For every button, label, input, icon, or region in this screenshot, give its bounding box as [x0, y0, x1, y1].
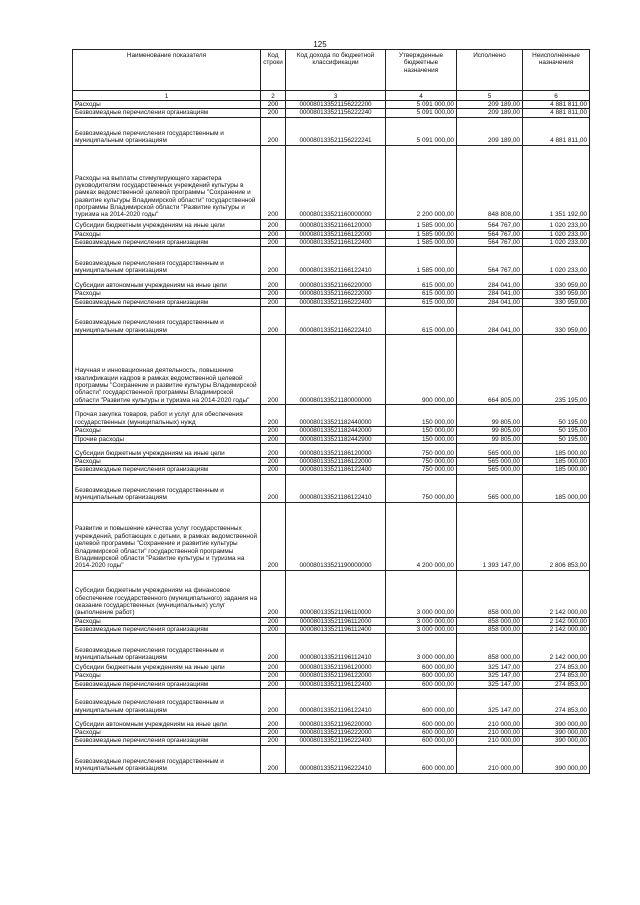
table-row — [73, 109, 590, 117]
row-remaining: 330 959,00 — [523, 275, 590, 290]
row-approved: 3 000 000,00 — [386, 625, 457, 633]
row-remaining: 4 881 811,00 — [523, 117, 590, 145]
table-row — [73, 715, 590, 729]
row-remaining: 390 000,00 — [523, 729, 590, 737]
row-remaining: 50 195,00 — [523, 427, 590, 435]
row-approved: 615 000,00 — [386, 307, 457, 335]
table-row — [73, 427, 590, 435]
row-line-code: 200 — [261, 502, 286, 570]
row-remaining: 2 142 000,00 — [523, 634, 590, 662]
row-executed: 858 000,00 — [457, 625, 523, 633]
row-revenue-code: 000080133521166122000 — [286, 230, 386, 238]
table-row — [73, 443, 590, 457]
row-approved: 600 000,00 — [386, 662, 457, 672]
row-line-code: 200 — [261, 405, 286, 427]
table-row — [73, 745, 590, 773]
row-name: Безвозмездные перечисления организациям — [73, 625, 261, 633]
table-row — [73, 101, 590, 109]
row-name: Субсидии бюджетным учреждениям на иные цели — [73, 219, 261, 230]
row-remaining: 390 000,00 — [523, 737, 590, 745]
row-approved: 615 000,00 — [386, 298, 457, 306]
row-executed: 284 041,00 — [457, 275, 523, 290]
header-approved: Утвержденные бюджетные назначения — [386, 50, 457, 91]
row-name: Расходы — [73, 290, 261, 298]
row-approved: 150 000,00 — [386, 435, 457, 443]
row-line-code: 200 — [261, 474, 286, 502]
table-row — [73, 405, 590, 427]
row-line-code: 200 — [261, 290, 286, 298]
row-remaining: 390 000,00 — [523, 745, 590, 773]
table-row — [73, 275, 590, 290]
table-row — [73, 230, 590, 238]
table-row — [73, 335, 590, 405]
row-line-code: 200 — [261, 247, 286, 275]
row-remaining: 330 959,00 — [523, 298, 590, 306]
row-line-code: 200 — [261, 443, 286, 457]
row-revenue-code: 000080133521186120000 — [286, 443, 386, 457]
row-approved: 1 585 000,00 — [386, 247, 457, 275]
row-revenue-code: 000080133521156222240 — [286, 109, 386, 117]
row-name: Расходы — [73, 230, 261, 238]
row-revenue-code: 000080133521196120000 — [286, 662, 386, 672]
row-revenue-code: 000080133521196122400 — [286, 680, 386, 688]
row-remaining: 185 000,00 — [523, 457, 590, 465]
table-row — [73, 239, 590, 247]
table-row — [73, 502, 590, 570]
row-approved: 900 000,00 — [386, 335, 457, 405]
table-row — [73, 435, 590, 443]
row-revenue-code: 000080133521180000000 — [286, 335, 386, 405]
table-row — [73, 680, 590, 688]
row-approved: 750 000,00 — [386, 474, 457, 502]
row-executed: 210 000,00 — [457, 729, 523, 737]
row-line-code: 200 — [261, 689, 286, 715]
row-approved: 600 000,00 — [386, 680, 457, 688]
row-executed: 209 189,00 — [457, 109, 523, 117]
row-remaining: 1 020 233,00 — [523, 230, 590, 238]
row-line-code: 200 — [261, 435, 286, 443]
row-approved: 750 000,00 — [386, 443, 457, 457]
row-line-code: 200 — [261, 634, 286, 662]
row-approved: 150 000,00 — [386, 405, 457, 427]
row-line-code: 200 — [261, 101, 286, 109]
row-revenue-code: 000080133521166120000 — [286, 219, 386, 230]
row-executed: 209 189,00 — [457, 117, 523, 145]
row-name: Безвозмездные перечисления организациям — [73, 109, 261, 117]
row-revenue-code: 000080133521186122400 — [286, 466, 386, 474]
row-approved: 600 000,00 — [386, 689, 457, 715]
column-number: 3 — [286, 91, 386, 101]
row-name: Расходы — [73, 101, 261, 109]
row-remaining: 274 853,00 — [523, 672, 590, 680]
table-row — [73, 689, 590, 715]
row-revenue-code: 000080133521196110000 — [286, 570, 386, 617]
table-row — [73, 466, 590, 474]
row-line-code: 200 — [261, 230, 286, 238]
row-approved: 750 000,00 — [386, 466, 457, 474]
row-executed: 564 767,00 — [457, 219, 523, 230]
row-name: Субсидии автономным учреждениям на иные цели — [73, 275, 261, 290]
row-revenue-code: 000080133521196122410 — [286, 689, 386, 715]
row-line-code: 200 — [261, 737, 286, 745]
row-line-code: 200 — [261, 662, 286, 672]
row-remaining: 185 000,00 — [523, 443, 590, 457]
table-row — [73, 145, 590, 219]
row-remaining: 185 000,00 — [523, 466, 590, 474]
row-line-code: 200 — [261, 307, 286, 335]
table-row — [73, 457, 590, 465]
row-executed: 564 767,00 — [457, 247, 523, 275]
row-executed: 564 767,00 — [457, 239, 523, 247]
column-number: 2 — [261, 91, 286, 101]
row-revenue-code: 000080133521196112410 — [286, 634, 386, 662]
row-remaining: 1 020 233,00 — [523, 219, 590, 230]
table-row — [73, 298, 590, 306]
row-name: Безвозмездные перечисления организациям — [73, 466, 261, 474]
table-row — [73, 634, 590, 662]
header-revenue-code: Код дохода по бюджетной классификации — [286, 50, 386, 91]
row-approved: 600 000,00 — [386, 729, 457, 737]
row-approved: 600 000,00 — [386, 672, 457, 680]
row-executed: 210 000,00 — [457, 737, 523, 745]
row-name: Безвозмездные перечисления организациям — [73, 239, 261, 247]
row-name: Субсидии автономным учреждениям на иные цели — [73, 715, 261, 729]
row-revenue-code: 000080133521196220000 — [286, 715, 386, 729]
row-line-code: 200 — [261, 680, 286, 688]
row-executed: 284 041,00 — [457, 298, 523, 306]
row-revenue-code: 000080133521190000000 — [286, 502, 386, 570]
row-executed: 1 393 147,00 — [457, 502, 523, 570]
row-line-code: 200 — [261, 298, 286, 306]
table-row — [73, 219, 590, 230]
row-revenue-code: 000080133521186122410 — [286, 474, 386, 502]
row-executed: 284 041,00 — [457, 290, 523, 298]
row-name: Субсидии бюджетным учреждениям на иные цели — [73, 662, 261, 672]
header-executed: Исполнено — [457, 50, 523, 91]
row-revenue-code: 000080133521182440000 — [286, 405, 386, 427]
row-executed: 99 805,00 — [457, 435, 523, 443]
row-line-code: 200 — [261, 219, 286, 230]
row-line-code: 200 — [261, 745, 286, 773]
row-line-code: 200 — [261, 617, 286, 625]
row-remaining: 185 000,00 — [523, 474, 590, 502]
row-revenue-code: 000080133521156222241 — [286, 117, 386, 145]
row-executed: 565 000,00 — [457, 474, 523, 502]
row-name: Безвозмездные перечисления организациям — [73, 680, 261, 688]
row-approved: 5 091 000,00 — [386, 109, 457, 117]
table-header-row — [73, 50, 590, 91]
table-row — [73, 662, 590, 672]
row-approved: 5 091 000,00 — [386, 117, 457, 145]
row-approved: 1 585 000,00 — [386, 239, 457, 247]
row-executed: 564 767,00 — [457, 230, 523, 238]
table-row — [73, 474, 590, 502]
row-approved: 615 000,00 — [386, 275, 457, 290]
row-remaining: 235 195,00 — [523, 335, 590, 405]
row-executed: 325 147,00 — [457, 672, 523, 680]
budget-execution-table — [72, 49, 590, 774]
row-name: Расходы на выплаты стимулирующего характера руководителям государственных учреждений культуры в рамках ведомственной целевой программы "Сохранение и развитие культуры Владимирской области" государственной программы Владимирской области "Развитие культуры и туризма на 2014-2020 годы" — [73, 145, 261, 219]
row-line-code: 200 — [261, 457, 286, 465]
row-line-code: 200 — [261, 145, 286, 219]
column-number: 6 — [523, 91, 590, 101]
header-line-code: Код строки — [261, 50, 286, 91]
row-revenue-code: 000080133521182442000 — [286, 427, 386, 435]
row-remaining: 2 142 000,00 — [523, 617, 590, 625]
row-remaining: 1 020 233,00 — [523, 239, 590, 247]
table-row — [73, 737, 590, 745]
row-line-code: 200 — [261, 570, 286, 617]
row-approved: 3 000 000,00 — [386, 634, 457, 662]
row-approved: 1 585 000,00 — [386, 230, 457, 238]
row-revenue-code: 000080133521196222000 — [286, 729, 386, 737]
row-name: Расходы — [73, 672, 261, 680]
row-approved: 600 000,00 — [386, 745, 457, 773]
row-name: Расходы — [73, 427, 261, 435]
row-line-code: 200 — [261, 427, 286, 435]
row-approved: 150 000,00 — [386, 427, 457, 435]
row-line-code: 200 — [261, 109, 286, 117]
row-approved: 4 200 000,00 — [386, 502, 457, 570]
row-name: Безвозмездные перечисления организациям — [73, 737, 261, 745]
row-name: Расходы — [73, 617, 261, 625]
row-executed: 565 000,00 — [457, 466, 523, 474]
row-remaining: 330 959,00 — [523, 290, 590, 298]
row-approved: 600 000,00 — [386, 737, 457, 745]
row-approved: 600 000,00 — [386, 715, 457, 729]
row-line-code: 200 — [261, 275, 286, 290]
row-executed: 99 805,00 — [457, 427, 523, 435]
row-line-code: 200 — [261, 335, 286, 405]
row-line-code: 200 — [261, 715, 286, 729]
row-name: Безвозмездные перечисления государственным и муниципальным организациям — [73, 307, 261, 335]
row-remaining: 2 142 000,00 — [523, 570, 590, 617]
row-remaining: 2 142 000,00 — [523, 625, 590, 633]
row-executed: 858 000,00 — [457, 617, 523, 625]
row-name: Безвозмездные перечисления организациям — [73, 298, 261, 306]
row-remaining: 274 853,00 — [523, 662, 590, 672]
row-revenue-code: 000080133521166222410 — [286, 307, 386, 335]
row-revenue-code: 000080133521196112000 — [286, 617, 386, 625]
row-executed: 848 808,00 — [457, 145, 523, 219]
table-row — [73, 672, 590, 680]
row-line-code: 200 — [261, 239, 286, 247]
row-name: Развитие и повышение качества услуг государственных учреждений, работающих с детьми, в рамках ведомственной целевой программы "Сохранение и развитие культуры Владимирской области" государственной программы Владимирской области "Развитие культуры и туризма на 2014-2020 годы" — [73, 502, 261, 570]
row-remaining: 50 195,00 — [523, 405, 590, 427]
row-approved: 750 000,00 — [386, 457, 457, 465]
row-revenue-code: 000080133521156222200 — [286, 101, 386, 109]
header-indicator-name: Наименование показателя — [73, 50, 261, 91]
column-number: 1 — [73, 91, 261, 101]
row-executed: 858 000,00 — [457, 634, 523, 662]
row-name: Безвозмездные перечисления государственным и муниципальным организациям — [73, 689, 261, 715]
page-number: 125 — [313, 40, 327, 49]
row-executed: 99 805,00 — [457, 405, 523, 427]
row-revenue-code: 000080133521166222000 — [286, 290, 386, 298]
row-name: Расходы — [73, 729, 261, 737]
row-remaining: 50 195,00 — [523, 435, 590, 443]
row-executed: 210 000,00 — [457, 745, 523, 773]
row-executed: 664 805,00 — [457, 335, 523, 405]
row-approved: 5 091 000,00 — [386, 101, 457, 109]
row-revenue-code: 000080133521166220000 — [286, 275, 386, 290]
row-revenue-code: 000080133521196122000 — [286, 672, 386, 680]
row-executed: 858 000,00 — [457, 570, 523, 617]
table-row — [73, 117, 590, 145]
table-row — [73, 570, 590, 617]
row-executed: 325 147,00 — [457, 662, 523, 672]
table-row — [73, 729, 590, 737]
row-revenue-code: 000080133521166122400 — [286, 239, 386, 247]
row-name: Безвозмездные перечисления государственным и муниципальным организациям — [73, 117, 261, 145]
row-name: Субсидии бюджетным учреждениям на иные цели — [73, 443, 261, 457]
row-name: Безвозмездные перечисления государственным и муниципальным организациям — [73, 474, 261, 502]
row-executed: 209 189,00 — [457, 101, 523, 109]
row-revenue-code: 000080133521186122000 — [286, 457, 386, 465]
row-name: Прочие расходы — [73, 435, 261, 443]
row-line-code: 200 — [261, 625, 286, 633]
row-revenue-code: 000080133521196112400 — [286, 625, 386, 633]
row-executed: 565 000,00 — [457, 457, 523, 465]
table-row — [73, 247, 590, 275]
row-approved: 1 585 000,00 — [386, 219, 457, 230]
table-row — [73, 290, 590, 298]
row-remaining: 1 020 233,00 — [523, 247, 590, 275]
row-revenue-code: 000080133521196222400 — [286, 737, 386, 745]
column-number-row — [73, 91, 590, 101]
row-remaining: 4 881 811,00 — [523, 109, 590, 117]
row-remaining: 330 959,00 — [523, 307, 590, 335]
row-remaining: 390 000,00 — [523, 715, 590, 729]
row-executed: 565 000,00 — [457, 443, 523, 457]
row-name: Безвозмездные перечисления государственным и муниципальным организациям — [73, 634, 261, 662]
row-executed: 325 147,00 — [457, 680, 523, 688]
row-name: Безвозмездные перечисления государственным и муниципальным организациям — [73, 247, 261, 275]
row-line-code: 200 — [261, 672, 286, 680]
row-line-code: 200 — [261, 729, 286, 737]
row-remaining: 1 351 192,00 — [523, 145, 590, 219]
row-name: Субсидии бюджетным учреждениям на финансовое обеспечение государственного (муниципального) задания на оказание государственных (муниципальных) услуг (выполнение работ) — [73, 570, 261, 617]
row-name: Безвозмездные перечисления государственным и муниципальным организациям — [73, 745, 261, 773]
column-number: 5 — [457, 91, 523, 101]
row-revenue-code: 000080133521182442900 — [286, 435, 386, 443]
row-remaining: 2 806 853,00 — [523, 502, 590, 570]
column-number: 4 — [386, 91, 457, 101]
row-name: Расходы — [73, 457, 261, 465]
header-remaining: Неисполненные назначения — [523, 50, 590, 91]
row-approved: 615 000,00 — [386, 290, 457, 298]
row-name: Научная и инновационная деятельность, повышение квалификации кадров в рамках ведомственной целевой программы "Сохранение и развитие культуры Владимирской области" государственной программы Владимирской области "Развитие культуры и туризма на 2014-2020 годы" — [73, 335, 261, 405]
table-row — [73, 625, 590, 633]
row-remaining: 4 881 811,00 — [523, 101, 590, 109]
row-approved: 2 200 000,00 — [386, 145, 457, 219]
row-revenue-code: 000080133521166122410 — [286, 247, 386, 275]
row-executed: 284 041,00 — [457, 307, 523, 335]
row-line-code: 200 — [261, 466, 286, 474]
row-approved: 3 000 000,00 — [386, 617, 457, 625]
row-approved: 3 000 000,00 — [386, 570, 457, 617]
row-revenue-code: 000080133521196222410 — [286, 745, 386, 773]
row-executed: 325 147,00 — [457, 689, 523, 715]
row-revenue-code: 000080133521160000000 — [286, 145, 386, 219]
row-revenue-code: 000080133521166222400 — [286, 298, 386, 306]
row-line-code: 200 — [261, 117, 286, 145]
table-row — [73, 617, 590, 625]
row-remaining: 274 853,00 — [523, 680, 590, 688]
row-executed: 210 000,00 — [457, 715, 523, 729]
row-name: Прочая закупка товаров, работ и услуг для обеспечения государственных (муниципальных) нужд — [73, 405, 261, 427]
table-row — [73, 307, 590, 335]
row-remaining: 274 853,00 — [523, 689, 590, 715]
